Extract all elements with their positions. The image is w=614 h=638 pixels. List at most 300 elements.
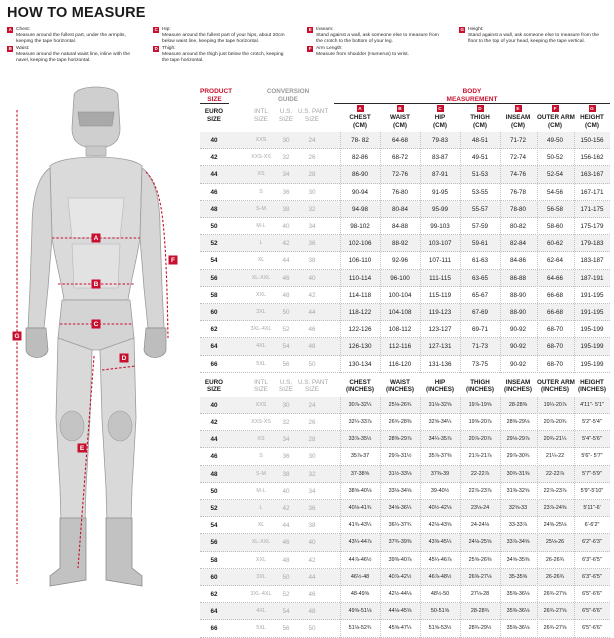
measure-letter-badge: C — [154, 27, 158, 32]
conversion-cell: 38 — [282, 205, 290, 213]
measurement-cell: 26¾-28⅜ — [388, 419, 412, 425]
measurement-cell: 22-22⅞ — [470, 470, 490, 477]
measurement-cell: 76-80 — [391, 188, 409, 196]
conversion-cell: 40 — [308, 274, 316, 282]
measure-letter-badge: B — [8, 46, 12, 51]
measurement-cell: 68-70 — [546, 343, 564, 351]
measurement-cell: 24-24⅛ — [470, 522, 490, 529]
col-header-us-size — [274, 108, 298, 123]
col-header-line: SIZE — [254, 386, 268, 394]
legend-item-description: Measure around the natural waist line, inline with the navel, keeping the tape horizontal. — [16, 52, 130, 64]
measurement-cell: 76-78 — [509, 188, 527, 196]
euro-size-cell: 52 — [210, 505, 218, 512]
measurement-cell: 88-90 — [509, 309, 527, 316]
measurement-cell: 69-71 — [471, 326, 489, 334]
table-row — [200, 569, 610, 586]
conversion-cell: 38 — [282, 470, 290, 478]
measurement-cell: 55-57 — [471, 205, 489, 213]
conversion-cell: 50 — [308, 360, 316, 368]
measurement-cell: 72-74 — [509, 154, 527, 162]
col-header-line: SIZE — [305, 115, 319, 123]
conversion-cell: 3XL-4XL — [250, 591, 272, 597]
conversion-cell: 40 — [308, 539, 316, 547]
legend-item-name: Hip: — [162, 27, 171, 32]
measurement-cell: 33⅞-35½ — [348, 436, 372, 443]
measurement-cell: 6'-6'2" — [584, 522, 600, 529]
measurement-cell: 32⅝-33 — [508, 505, 528, 511]
col-header-line: (INCHES) — [578, 386, 606, 394]
col-header-measure — [499, 379, 537, 394]
table-row — [200, 252, 610, 269]
conversion-cell: 30 — [308, 188, 316, 196]
product-size-header — [200, 88, 233, 104]
col-header-line: OUTER ARM — [537, 114, 575, 121]
euro-size-cell: 40 — [210, 401, 218, 409]
conversion-cell: 5XL — [256, 360, 266, 367]
right-arm-shape — [140, 168, 164, 328]
col-header-line: (INCHES) — [541, 386, 569, 394]
conversion-cell: 42 — [308, 556, 316, 564]
measurement-cell: 34⅝-35⅜ — [506, 556, 530, 563]
euro-size-cell: 62 — [210, 326, 218, 334]
measurement-cell: 5'4"-5'6" — [582, 436, 602, 443]
legend-item-description: Measure around the fullest part of your hips, about 20cm below waist line, keeping the tape horizontal. — [162, 33, 285, 45]
col-header-line: (CM) — [585, 121, 599, 129]
euro-size-cell: 66 — [210, 360, 218, 368]
measurement-cell: 26-26¾ — [545, 573, 565, 580]
product-size-header-line: PRODUCT — [200, 88, 233, 95]
conversion-cell: 34 — [282, 436, 290, 444]
measurement-cell: 21¼-22 — [545, 453, 565, 460]
conversion-cell: 44 — [282, 257, 290, 265]
conversion-cell: 36 — [282, 453, 290, 461]
measurement-cell: 118-122 — [348, 309, 372, 316]
body-measurement-header — [334, 88, 610, 104]
measurement-cell: 25⅝-26⅜ — [468, 556, 492, 563]
col-header-line: (CM) — [393, 121, 407, 129]
col-header-line: HEIGHT — [580, 378, 604, 386]
measure-letter-badge: F — [308, 46, 312, 51]
conversion-guide-header-line: GUIDE — [278, 95, 298, 103]
measurement-cell: 6'5"-6'6" — [582, 608, 602, 615]
measurement-cell: 130-134 — [348, 360, 372, 368]
measurement-cell: 5'7"-5'9" — [582, 470, 602, 477]
measurement-cell: 103-107 — [428, 240, 452, 248]
conversion-cell: 32 — [308, 470, 316, 478]
helmet-visor — [78, 112, 114, 126]
col-header-measure — [499, 114, 537, 129]
conversion-cell: 50 — [308, 625, 316, 633]
measurement-cell: 22-22⅞ — [545, 470, 565, 477]
measurement-cell: 59-61 — [471, 240, 489, 248]
measurement-cell: 5'11"-6' — [583, 505, 601, 511]
conversion-cell: 56 — [282, 625, 290, 633]
conversion-cell: 44 — [308, 573, 316, 581]
table-row — [200, 397, 610, 414]
legend-item — [153, 27, 285, 46]
conversion-cell: 26 — [308, 154, 316, 162]
measurement-cell: 34¼-35⅞ — [428, 436, 452, 443]
euro-size-cell: 60 — [210, 573, 218, 581]
measurement-cell: 29⅛-29⅞ — [506, 436, 530, 443]
measurement-cell: 82-86 — [351, 154, 369, 162]
conversion-cell: XXS-XS — [251, 419, 271, 425]
measurement-cell: 51⅝-53½ — [428, 625, 452, 632]
measurement-cell: 50-51⅝ — [430, 608, 450, 615]
column-separator — [340, 397, 341, 638]
conversion-guide-header — [252, 88, 324, 103]
conversion-cell: 28 — [308, 171, 316, 179]
col-header-measure — [462, 379, 498, 394]
measurement-cell: 57-59 — [471, 223, 489, 230]
measurement-cell: 116-120 — [388, 360, 412, 368]
measurement-cell: 78-80 — [509, 205, 527, 213]
column-separator — [420, 132, 421, 373]
measurement-cell: 28-28⅜ — [508, 401, 528, 408]
measurement-cell: 26¾-27⅝ — [543, 608, 567, 615]
euro-size-cell: 40 — [210, 137, 218, 144]
measurement-cell: 63-65 — [471, 274, 489, 282]
measurement-cell: 131-136 — [428, 360, 452, 368]
measurement-cell: 50-52 — [546, 154, 564, 162]
right-knee-pad — [108, 411, 132, 441]
measurement-cell: 37-38⅝ — [350, 470, 370, 477]
col-header-line: (CM) — [511, 121, 525, 129]
measurement-cell: 68-70 — [546, 326, 564, 334]
col-header-line: EURO — [204, 108, 224, 115]
measurement-cell: 48-49⅝ — [350, 591, 370, 597]
measurement-cell: 34⅝-36¼ — [388, 505, 412, 511]
conversion-cell: 48 — [282, 291, 290, 299]
measurement-cell: 92-96 — [391, 257, 409, 265]
col-header-line: (INCHES) — [504, 386, 532, 394]
measurement-cell: 24⅜-25⅛ — [543, 522, 567, 529]
measurement-cell: 42⅛-43⅝ — [428, 522, 452, 529]
measurement-cell: 35⅞-37 — [350, 453, 370, 460]
conversion-cell: 44 — [282, 522, 290, 530]
measurement-cell: 26⅜-27⅛ — [468, 573, 492, 580]
euro-size-cell: 42 — [210, 419, 218, 426]
conversion-cell: S — [259, 453, 263, 460]
measure-letter-badge: A — [8, 27, 12, 32]
table-row — [200, 304, 610, 321]
table-row — [200, 287, 610, 304]
figure-badge-label: D — [121, 355, 127, 363]
measurement-cell: 183-187 — [580, 257, 604, 265]
measurement-cell: 106-110 — [348, 257, 372, 265]
conversion-cell: 38 — [308, 257, 316, 265]
measurement-cell: 28⅜-29⅛ — [506, 419, 530, 425]
measurement-cell: 62-64 — [546, 257, 564, 265]
conversion-cell: 48 — [308, 608, 316, 616]
measurement-cell: 66-68 — [546, 291, 564, 299]
measurement-cell: 100-104 — [388, 291, 412, 299]
measurement-cell: 127-131 — [428, 343, 452, 351]
figure-badge-label: C — [93, 321, 99, 329]
measurement-cell: 29⅞-30¾ — [506, 453, 530, 460]
col-header-us-pant-size — [298, 378, 329, 394]
measurement-cell: 21⅞-21⅞ — [468, 453, 492, 460]
col-header-line: SIZE — [279, 115, 293, 123]
legend-column — [307, 27, 441, 59]
measurement-cell: 35⅞-37⅜ — [428, 453, 452, 460]
measurement-cell: 26-26¾ — [545, 556, 565, 563]
measurement-cell: 88-90 — [509, 291, 527, 299]
measurement-cell: 90-92 — [509, 360, 527, 368]
measurement-cell: 108-112 — [388, 326, 412, 334]
conversion-cell: 36 — [282, 188, 290, 196]
measurement-cell: 72-76 — [391, 171, 409, 179]
table-row — [200, 534, 610, 551]
legend-item-description: Stand against a wall, ask someone else to measure from the crotch to the bottom of your leg. — [316, 33, 439, 45]
conversion-cell: M-L — [256, 223, 266, 229]
conversion-cell: 28 — [308, 436, 316, 444]
measurement-cell: 51-53 — [471, 171, 489, 179]
table-row — [200, 132, 610, 149]
col-header-intl-size — [248, 379, 274, 394]
left-arm-shape — [28, 168, 52, 328]
col-header-measure — [338, 379, 382, 394]
measurement-cell: 80-84 — [391, 205, 409, 213]
column-separator — [460, 132, 461, 373]
measurement-cell: 20⅞-20⅞ — [468, 436, 492, 443]
col-header-line: CHEST — [349, 378, 371, 386]
table-row — [200, 603, 610, 620]
measurement-cell: 37¾-39⅜ — [388, 539, 412, 546]
measurement-cell: 71-73 — [471, 343, 489, 351]
col-header-us-size — [274, 379, 298, 394]
col-header-euro-size — [201, 108, 227, 123]
euro-size-cell: 58 — [210, 556, 218, 564]
measurement-cell: 175-179 — [580, 223, 604, 230]
measurement-cell: 32⅝-34¼ — [428, 419, 452, 425]
measurement-cell: 45⅝-47¼ — [388, 625, 412, 632]
measurement-cell: 126-130 — [348, 343, 372, 351]
conversion-cell: XXS — [255, 401, 267, 408]
measurement-cell: 36¼-37¾ — [388, 522, 412, 529]
conversion-cell: 38 — [308, 522, 316, 530]
col-header-line: (CM) — [353, 121, 367, 129]
table-row — [200, 338, 610, 355]
euro-size-cell: 44 — [210, 436, 218, 444]
table-row — [200, 483, 610, 500]
measurement-cell: 78- 82 — [351, 137, 369, 144]
conversion-cell: 36 — [308, 240, 316, 248]
measure-letter-badge: D — [154, 46, 158, 51]
figure-badge-label: B — [93, 281, 99, 289]
measurement-cell: 91-95 — [431, 188, 449, 196]
measurement-cell: 87-91 — [431, 171, 449, 179]
measurement-cell: 107-111 — [428, 257, 452, 265]
product-size-header-line: SIZE — [207, 95, 222, 103]
measurement-cell: 150-156 — [580, 137, 604, 144]
measurement-cell: 5'9"-5'10" — [580, 487, 604, 494]
legend-column — [153, 27, 285, 65]
col-header-line: (INCHES) — [466, 386, 494, 394]
measurement-cell: 40⅛-41¾ — [348, 505, 372, 511]
measurement-cell: 46⅞-48½ — [428, 573, 452, 580]
measurement-cell: 43¼-44⅞ — [348, 539, 372, 546]
measurement-cell: 20⅞-20¾ — [543, 419, 567, 425]
left-knee-pad — [60, 411, 84, 441]
col-header-line: U.S. — [279, 378, 293, 386]
legend-item-description: Stand against a wall, ask someone else to measure from the floor to the top of your head, keeping the tape vertical. — [468, 33, 600, 45]
measurement-cell: 6'5"-6'6" — [582, 591, 602, 597]
measurement-cell: 44⅞-46½ — [348, 556, 372, 563]
conversion-cell: S-M — [256, 470, 266, 477]
measurement-cell: 31⅛-32⅝ — [428, 401, 452, 408]
euro-size-cell: 52 — [210, 240, 218, 248]
table-row — [200, 448, 610, 465]
legend-item — [459, 27, 607, 46]
euro-size-cell: 54 — [210, 257, 218, 265]
conversion-cell: 4XL — [256, 608, 266, 615]
right-glove — [144, 328, 166, 358]
measurement-cell: 94-98 — [351, 205, 369, 213]
measurement-cell: 112-116 — [388, 343, 412, 351]
measurement-cell: 5'2"-5'4" — [582, 419, 602, 425]
col-header-letter-badge: G — [590, 106, 594, 111]
measurement-cell: 61-63 — [471, 257, 489, 265]
euro-size-cell: 44 — [210, 171, 218, 179]
measurement-cell: 90-92 — [509, 343, 527, 351]
col-header-line: OUTER ARM — [537, 378, 575, 386]
conversion-cell: 48 — [308, 343, 316, 351]
conversion-cell: XL-XXL — [251, 274, 271, 281]
conversion-cell: 54 — [282, 608, 290, 616]
measurement-cell: 23⅛-24 — [470, 505, 490, 511]
measurement-cell: 111-115 — [429, 274, 451, 282]
conversion-cell: XS — [257, 171, 265, 178]
conversion-cell: 4XL — [256, 343, 266, 350]
measurement-cell: 56-58 — [546, 205, 564, 213]
col-header-line: HIP — [434, 114, 446, 121]
measurement-cell: 42½-44⅛ — [388, 591, 412, 597]
measurement-cell: 96-100 — [390, 274, 410, 282]
legend-item-name: Thigh: — [162, 46, 176, 51]
conversion-cell: 46 — [282, 539, 290, 547]
col-header-line: HIP — [434, 378, 446, 386]
measurement-cell: 39⅜-40⅞ — [388, 556, 412, 563]
measurement-cell: 115-119 — [428, 291, 452, 299]
column-separator — [460, 397, 461, 638]
conversion-cell: L — [259, 240, 263, 247]
euro-size-cell: 46 — [210, 188, 218, 196]
legend-item-description: Measure around the fullest part, under the armpits, keeping the tape horizontal. — [16, 33, 126, 45]
col-header-measure — [537, 114, 573, 129]
measurement-cell: 31½-33⅛ — [388, 470, 412, 477]
legend-item — [307, 46, 441, 58]
euro-size-cell: 64 — [210, 343, 218, 351]
conversion-cell: XXS-XS — [251, 154, 271, 161]
measurement-cell: 43⅝-45¼ — [428, 539, 452, 546]
conversion-cell: 30 — [282, 137, 290, 144]
conversion-cell: XXL — [255, 291, 267, 298]
suit-silhouette — [26, 87, 166, 586]
measurement-cell: 19¼-20⅞ — [543, 401, 567, 408]
measurement-cell: 30⅞-32¼ — [348, 401, 372, 408]
conversion-cell: 3XL — [256, 309, 266, 315]
measurement-cell: 6'5"-6'6" — [582, 625, 602, 632]
col-header-us-pant-size — [298, 108, 329, 123]
column-separator — [380, 397, 381, 638]
measurement-cell: 32¼-33⅞ — [348, 419, 372, 425]
conversion-cell: S-M — [256, 205, 266, 212]
col-header-line: U.S. — [279, 108, 293, 115]
measurement-cell: 26¾-27⅝ — [543, 591, 567, 597]
euro-size-cell: 58 — [210, 291, 218, 299]
measurement-cell: 83-87 — [431, 154, 449, 162]
measurement-cell: 102-106 — [348, 240, 372, 248]
measurement-cell: 80-82 — [509, 223, 527, 230]
measurement-cell: 84-88 — [391, 223, 409, 230]
measurement-cell: 86-90 — [351, 171, 369, 179]
column-separator — [537, 132, 538, 373]
figure-badge-label: A — [93, 235, 99, 243]
measurement-cell: 49⅝-51⅛ — [348, 608, 372, 615]
measurement-cell: 4'11"- 5'1" — [580, 401, 604, 408]
measurement-cell: 35⅜-36⅛ — [506, 608, 530, 615]
measurement-cell: 48½-50 — [430, 591, 450, 597]
body-measurement-figure — [6, 88, 196, 596]
euro-size-cell: 50 — [210, 487, 218, 495]
measurement-cell: 60-62 — [546, 240, 564, 248]
measurement-cell: 37⅜-39 — [430, 470, 450, 477]
conversion-cell: 56 — [282, 360, 290, 368]
euro-size-cell: 50 — [210, 223, 218, 230]
col-header-line: (INCHES) — [426, 386, 454, 394]
euro-size-cell: 56 — [210, 539, 218, 547]
measurement-cell: 6'3"-6'5" — [582, 573, 602, 580]
measurement-cell: 35⅜-36⅛ — [506, 591, 530, 597]
measurement-cell: 90-92 — [509, 326, 527, 334]
measurement-cell: 71-72 — [509, 137, 527, 144]
col-header-line: SIZE — [207, 115, 221, 123]
table-row — [200, 517, 610, 534]
table-row — [200, 184, 610, 201]
col-header-line: INSEAM — [505, 114, 531, 121]
measurement-cell: 65-67 — [471, 291, 489, 299]
measurement-cell: 88-92 — [391, 240, 409, 248]
conversion-cell: 54 — [282, 343, 290, 351]
measurement-cell: 110-114 — [348, 274, 372, 282]
euro-size-cell: 64 — [210, 608, 218, 616]
conversion-cell: 46 — [282, 274, 290, 282]
conversion-cell: 36 — [308, 505, 316, 512]
conversion-cell: 50 — [282, 309, 290, 316]
measurement-cell: 33⅛-34⅝ — [388, 487, 412, 494]
euro-size-cell: 56 — [210, 274, 218, 282]
measurement-cell: 48-51 — [471, 137, 489, 144]
col-header-letter-badge: C — [438, 106, 442, 111]
col-header-line: SIZE — [207, 386, 221, 394]
table-row — [200, 552, 610, 569]
conversion-cell: 34 — [308, 223, 316, 230]
measurement-cell: 123-127 — [428, 326, 452, 334]
column-separator — [537, 397, 538, 638]
table-row — [200, 414, 610, 431]
conversion-cell: 40 — [282, 487, 290, 495]
col-header-measure — [338, 114, 382, 129]
col-header-measure — [574, 379, 610, 394]
col-header-letter-badge: B — [398, 106, 402, 111]
col-header-line: THIGH — [470, 378, 490, 386]
measurement-cell: 19⅞-19⅝ — [468, 401, 492, 408]
measurement-cell: 179-183 — [580, 240, 604, 248]
page-title: HOW TO MEASURE — [7, 5, 146, 21]
table-row — [200, 201, 610, 218]
column-separator — [574, 132, 575, 373]
